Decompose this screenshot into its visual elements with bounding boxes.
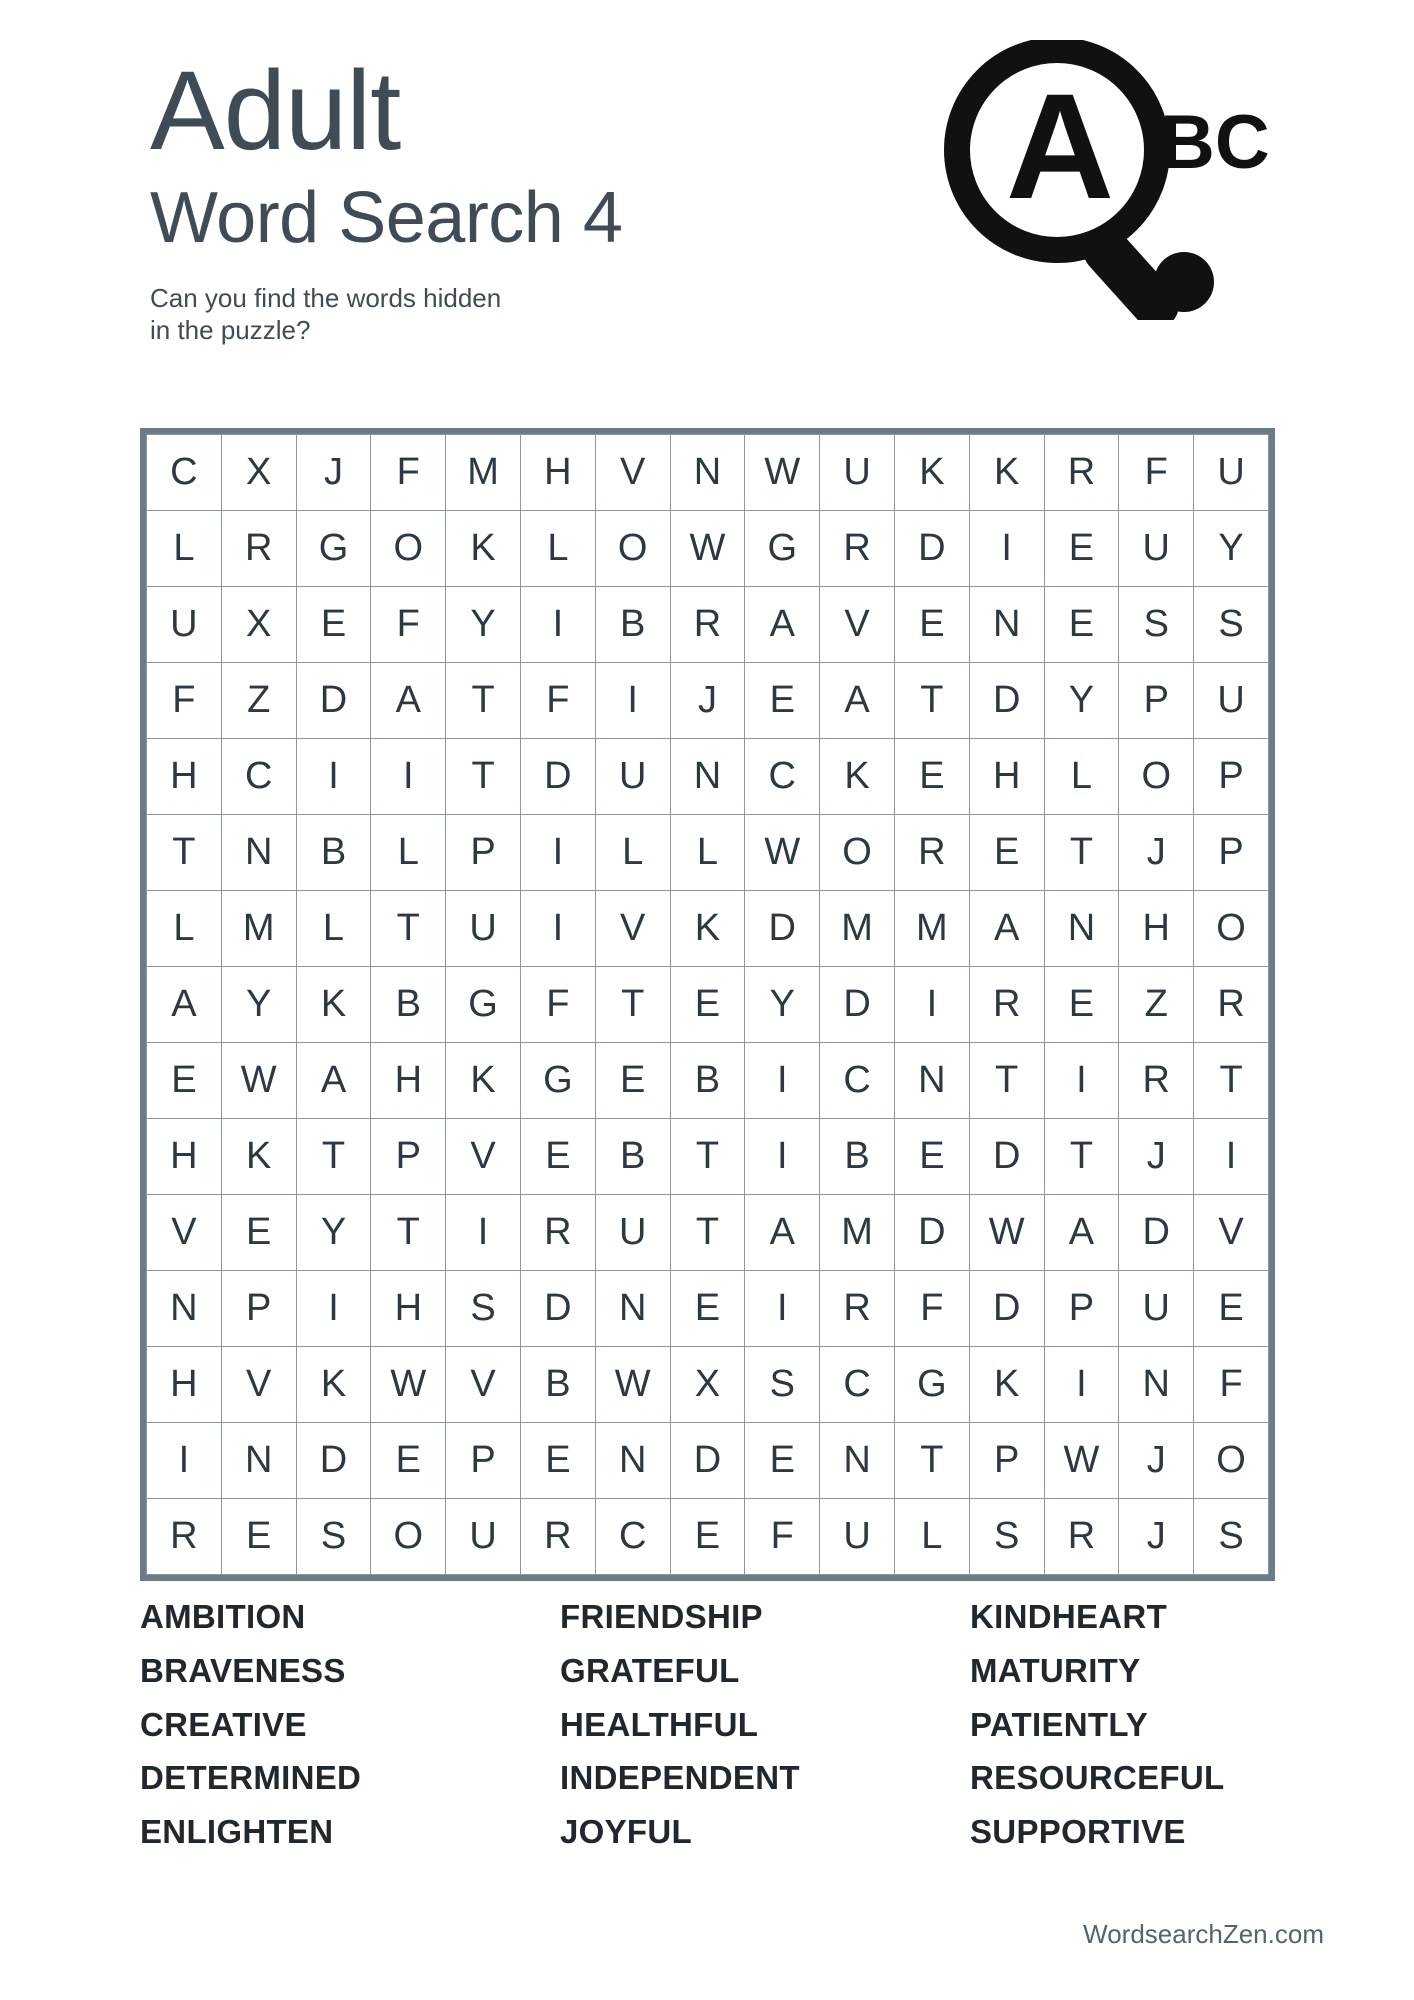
grid-cell[interactable]: T: [670, 1119, 745, 1195]
word-list-item[interactable]: DETERMINED: [140, 1759, 362, 1797]
grid-cell[interactable]: N: [670, 739, 745, 815]
grid-cell[interactable]: F: [520, 967, 595, 1043]
word-list-item[interactable]: AMBITION: [140, 1598, 306, 1635]
grid-cell[interactable]: U: [446, 891, 521, 967]
grid-cell[interactable]: D: [894, 1195, 969, 1271]
grid-cell[interactable]: U: [1119, 511, 1194, 587]
grid-cell[interactable]: W: [1044, 1423, 1119, 1499]
word-search-grid[interactable]: [140, 428, 1275, 1581]
grid-cell[interactable]: S: [1119, 587, 1194, 663]
grid-cell[interactable]: E: [969, 815, 1044, 891]
grid-row: [147, 1271, 1269, 1347]
grid-cell[interactable]: U: [1194, 435, 1269, 511]
grid-cell[interactable]: L: [894, 1499, 969, 1575]
grid-cell[interactable]: I: [894, 967, 969, 1043]
grid-cell[interactable]: C: [820, 1043, 895, 1119]
grid-cell[interactable]: T: [1194, 1043, 1269, 1119]
grid-cell[interactable]: U: [1194, 663, 1269, 739]
grid-cell[interactable]: K: [969, 435, 1044, 511]
grid-cell[interactable]: D: [894, 511, 969, 587]
grid-cell[interactable]: B: [520, 1347, 595, 1423]
grid-row: [147, 967, 1269, 1043]
grid-cell[interactable]: J: [1119, 1119, 1194, 1195]
grid-cell[interactable]: H: [969, 739, 1044, 815]
grid-cell[interactable]: E: [520, 1119, 595, 1195]
grid-cell[interactable]: H: [147, 1119, 222, 1195]
grid-cell[interactable]: R: [670, 587, 745, 663]
logo-letter-a: A: [1005, 62, 1115, 230]
grid-cell[interactable]: E: [147, 1043, 222, 1119]
grid-cell[interactable]: B: [371, 967, 446, 1043]
grid-cell[interactable]: T: [371, 891, 446, 967]
grid-cell[interactable]: I: [371, 739, 446, 815]
grid-cell[interactable]: R: [1044, 435, 1119, 511]
grid-cell[interactable]: D: [1119, 1195, 1194, 1271]
grid-cell[interactable]: K: [820, 739, 895, 815]
grid-cell[interactable]: H: [371, 1043, 446, 1119]
grid-cell[interactable]: L: [670, 815, 745, 891]
grid-cell[interactable]: L: [296, 891, 371, 967]
grid-cell[interactable]: X: [670, 1347, 745, 1423]
grid-cell[interactable]: L: [147, 511, 222, 587]
grid-cell[interactable]: H: [371, 1271, 446, 1347]
grid-cell[interactable]: R: [1194, 967, 1269, 1043]
grid-cell[interactable]: W: [670, 511, 745, 587]
word-list-item[interactable]: JOYFUL: [560, 1813, 692, 1851]
grid-row: [147, 663, 1269, 739]
grid-cell[interactable]: S: [745, 1347, 820, 1423]
grid-cell[interactable]: F: [745, 1499, 820, 1575]
grid-cell[interactable]: C: [221, 739, 296, 815]
grid-cell[interactable]: M: [820, 1195, 895, 1271]
grid-cell[interactable]: E: [670, 967, 745, 1043]
grid-cell[interactable]: C: [595, 1499, 670, 1575]
grid-cell[interactable]: I: [520, 815, 595, 891]
grid-cell[interactable]: Z: [1119, 967, 1194, 1043]
grid-cell[interactable]: U: [446, 1499, 521, 1575]
grid-cell[interactable]: T: [894, 1423, 969, 1499]
grid-cell[interactable]: O: [595, 511, 670, 587]
grid-cell[interactable]: O: [820, 815, 895, 891]
grid-cell[interactable]: G: [296, 511, 371, 587]
grid-cell[interactable]: H: [147, 739, 222, 815]
grid-cell[interactable]: E: [670, 1499, 745, 1575]
grid-row: [147, 1043, 1269, 1119]
grid-cell[interactable]: V: [221, 1347, 296, 1423]
grid-cell[interactable]: S: [1194, 1499, 1269, 1575]
grid-cell[interactable]: E: [371, 1423, 446, 1499]
grid-cell[interactable]: L: [147, 891, 222, 967]
grid-cell[interactable]: E: [894, 739, 969, 815]
grid-cell[interactable]: I: [296, 1271, 371, 1347]
grid-row: [147, 1195, 1269, 1271]
grid-cell[interactable]: M: [446, 435, 521, 511]
grid-cell[interactable]: D: [969, 663, 1044, 739]
grid-cell[interactable]: I: [1044, 1347, 1119, 1423]
grid-cell[interactable]: S: [969, 1499, 1044, 1575]
grid-cell[interactable]: N: [221, 1423, 296, 1499]
word-list-item[interactable]: FRIENDSHIP: [560, 1598, 763, 1635]
grid-cell[interactable]: E: [296, 587, 371, 663]
grid-cell[interactable]: R: [1044, 1499, 1119, 1575]
grid-cell[interactable]: S: [296, 1499, 371, 1575]
grid-cell[interactable]: N: [820, 1423, 895, 1499]
grid-cell[interactable]: D: [670, 1423, 745, 1499]
grid-cell[interactable]: Y: [1044, 663, 1119, 739]
page-subtitle-title: Word Search 4: [150, 178, 623, 258]
grid-cell[interactable]: G: [520, 1043, 595, 1119]
grid-cell[interactable]: N: [894, 1043, 969, 1119]
grid-cell[interactable]: M: [894, 891, 969, 967]
word-list-item[interactable]: HEALTHFUL: [560, 1705, 759, 1743]
grid-cell[interactable]: I: [147, 1423, 222, 1499]
grid-cell[interactable]: U: [595, 1195, 670, 1271]
grid-cell[interactable]: V: [147, 1195, 222, 1271]
word-list-item[interactable]: ENLIGHTEN: [140, 1813, 334, 1851]
grid-cell[interactable]: C: [147, 435, 222, 511]
word-column-3: [970, 1590, 1280, 1859]
grid-cell[interactable]: T: [1044, 815, 1119, 891]
grid-cell[interactable]: F: [371, 587, 446, 663]
grid-cell[interactable]: T: [147, 815, 222, 891]
grid-cell[interactable]: U: [147, 587, 222, 663]
grid-cell[interactable]: W: [595, 1347, 670, 1423]
grid-cell[interactable]: D: [296, 663, 371, 739]
grid-cell[interactable]: R: [820, 1271, 895, 1347]
word-list-item[interactable]: BRAVENESS: [140, 1651, 346, 1689]
grid-cell[interactable]: V: [1194, 1195, 1269, 1271]
grid-cell[interactable]: L: [371, 815, 446, 891]
grid-cell[interactable]: Y: [446, 587, 521, 663]
grid-cell[interactable]: D: [296, 1423, 371, 1499]
grid-cell[interactable]: Z: [221, 663, 296, 739]
grid-row: [147, 587, 1269, 663]
grid-row: [147, 815, 1269, 891]
grid-cell[interactable]: E: [894, 1119, 969, 1195]
grid-cell[interactable]: G: [446, 967, 521, 1043]
grid-cell[interactable]: A: [745, 587, 820, 663]
word-list-item[interactable]: MATURITY: [970, 1651, 1141, 1689]
grid-cell[interactable]: U: [595, 739, 670, 815]
grid-cell[interactable]: A: [371, 663, 446, 739]
grid-cell[interactable]: B: [820, 1119, 895, 1195]
word-list-item[interactable]: CREATIVE: [140, 1705, 307, 1743]
grid-row: [147, 1499, 1269, 1575]
grid-cell[interactable]: T: [446, 663, 521, 739]
grid-cell[interactable]: V: [595, 435, 670, 511]
grid-table[interactable]: [146, 434, 1269, 1575]
grid-cell[interactable]: T: [894, 663, 969, 739]
grid-cell[interactable]: E: [221, 1195, 296, 1271]
word-list-item[interactable]: KINDHEART: [970, 1598, 1168, 1635]
grid-cell[interactable]: R: [1119, 1043, 1194, 1119]
grid-cell[interactable]: C: [745, 739, 820, 815]
grid-cell[interactable]: K: [221, 1119, 296, 1195]
word-list-item[interactable]: GRATEFUL: [560, 1651, 740, 1689]
grid-cell[interactable]: P: [969, 1423, 1044, 1499]
grid-cell[interactable]: R: [221, 511, 296, 587]
grid-cell[interactable]: E: [221, 1499, 296, 1575]
grid-cell[interactable]: O: [1194, 891, 1269, 967]
grid-cell[interactable]: A: [1044, 1195, 1119, 1271]
grid-cell[interactable]: Y: [745, 967, 820, 1043]
grid-cell[interactable]: W: [745, 435, 820, 511]
grid-cell[interactable]: P: [1044, 1271, 1119, 1347]
grid-cell[interactable]: I: [745, 1271, 820, 1347]
grid-cell[interactable]: E: [745, 1423, 820, 1499]
grid-cell[interactable]: I: [1194, 1119, 1269, 1195]
grid-cell[interactable]: T: [969, 1043, 1044, 1119]
grid-cell[interactable]: S: [446, 1271, 521, 1347]
grid-cell[interactable]: F: [1119, 435, 1194, 511]
grid-cell[interactable]: U: [820, 1499, 895, 1575]
grid-cell[interactable]: I: [969, 511, 1044, 587]
logo-text-bc: BC: [1160, 100, 1270, 185]
grid-row: [147, 1423, 1269, 1499]
grid-cell[interactable]: R: [520, 1195, 595, 1271]
grid-cell[interactable]: F: [894, 1271, 969, 1347]
grid-row: [147, 1347, 1269, 1423]
grid-cell[interactable]: N: [969, 587, 1044, 663]
grid-cell[interactable]: N: [595, 1423, 670, 1499]
grid-cell[interactable]: N: [595, 1271, 670, 1347]
grid-cell[interactable]: T: [371, 1195, 446, 1271]
grid-cell[interactable]: O: [371, 1499, 446, 1575]
grid-cell[interactable]: V: [595, 891, 670, 967]
magnifier-abc-logo: [912, 40, 1302, 320]
grid-cell[interactable]: D: [969, 1119, 1044, 1195]
word-list-item[interactable]: INDEPENDENT: [560, 1759, 800, 1797]
grid-cell[interactable]: P: [446, 1423, 521, 1499]
grid-cell[interactable]: H: [147, 1347, 222, 1423]
grid-cell[interactable]: B: [595, 587, 670, 663]
grid-cell[interactable]: V: [820, 587, 895, 663]
grid-cell[interactable]: E: [1194, 1271, 1269, 1347]
grid-cell[interactable]: A: [820, 663, 895, 739]
grid-cell[interactable]: N: [670, 435, 745, 511]
grid-cell[interactable]: D: [520, 1271, 595, 1347]
grid-row: [147, 435, 1269, 511]
grid-cell[interactable]: E: [894, 587, 969, 663]
word-list: [140, 1590, 1280, 1859]
grid-cell[interactable]: O: [1119, 739, 1194, 815]
grid-cell[interactable]: K: [296, 967, 371, 1043]
grid-cell[interactable]: R: [969, 967, 1044, 1043]
grid-cell[interactable]: P: [1119, 663, 1194, 739]
grid-cell[interactable]: X: [221, 587, 296, 663]
grid-cell[interactable]: I: [446, 1195, 521, 1271]
grid-cell[interactable]: H: [1119, 891, 1194, 967]
grid-cell[interactable]: Y: [221, 967, 296, 1043]
grid-cell[interactable]: Y: [296, 1195, 371, 1271]
grid-cell[interactable]: E: [670, 1271, 745, 1347]
grid-cell[interactable]: L: [595, 815, 670, 891]
grid-cell[interactable]: I: [296, 739, 371, 815]
word-column-1: [140, 1590, 560, 1859]
grid-cell[interactable]: K: [446, 1043, 521, 1119]
grid-cell[interactable]: J: [296, 435, 371, 511]
grid-cell[interactable]: J: [1119, 815, 1194, 891]
grid-cell[interactable]: J: [670, 663, 745, 739]
grid-row: [147, 1119, 1269, 1195]
grid-cell[interactable]: O: [1194, 1423, 1269, 1499]
grid-cell[interactable]: E: [595, 1043, 670, 1119]
grid-cell[interactable]: X: [221, 435, 296, 511]
grid-cell[interactable]: W: [221, 1043, 296, 1119]
grid-cell[interactable]: T: [670, 1195, 745, 1271]
grid-cell[interactable]: V: [446, 1347, 521, 1423]
grid-cell[interactable]: I: [745, 1119, 820, 1195]
grid-cell[interactable]: I: [520, 587, 595, 663]
grid-cell[interactable]: G: [894, 1347, 969, 1423]
grid-cell[interactable]: A: [147, 967, 222, 1043]
grid-cell[interactable]: N: [147, 1271, 222, 1347]
grid-cell[interactable]: H: [520, 435, 595, 511]
grid-cell[interactable]: W: [969, 1195, 1044, 1271]
grid-cell[interactable]: V: [446, 1119, 521, 1195]
footer-site-label: WordsearchZen.com: [1083, 1919, 1324, 1949]
grid-cell[interactable]: M: [221, 891, 296, 967]
grid-cell[interactable]: U: [1119, 1271, 1194, 1347]
grid-cell[interactable]: N: [1044, 891, 1119, 967]
word-list-item[interactable]: RESOURCEFUL: [970, 1759, 1225, 1797]
instructions-line-1: Can you find the words hidden: [150, 282, 502, 313]
grid-cell[interactable]: F: [147, 663, 222, 739]
grid-cell[interactable]: E: [1044, 511, 1119, 587]
grid-cell[interactable]: R: [894, 815, 969, 891]
grid-cell[interactable]: R: [147, 1499, 222, 1575]
grid-cell[interactable]: L: [520, 511, 595, 587]
grid-cell[interactable]: P: [1194, 739, 1269, 815]
grid-cell[interactable]: S: [1194, 587, 1269, 663]
grid-cell[interactable]: K: [670, 891, 745, 967]
grid-cell[interactable]: I: [1044, 1043, 1119, 1119]
grid-cell[interactable]: E: [745, 663, 820, 739]
grid-cell[interactable]: M: [820, 891, 895, 967]
word-list-item[interactable]: PATIENTLY: [970, 1705, 1149, 1743]
grid-body: [147, 435, 1269, 1575]
grid-cell[interactable]: J: [1119, 1423, 1194, 1499]
grid-cell[interactable]: P: [371, 1119, 446, 1195]
grid-cell[interactable]: L: [1044, 739, 1119, 815]
grid-cell[interactable]: E: [1044, 587, 1119, 663]
grid-cell[interactable]: T: [1044, 1119, 1119, 1195]
word-list-item[interactable]: SUPPORTIVE: [970, 1813, 1186, 1851]
grid-cell[interactable]: I: [520, 891, 595, 967]
word-column-2: [560, 1590, 970, 1859]
grid-cell[interactable]: J: [1119, 1499, 1194, 1575]
grid-cell[interactable]: A: [296, 1043, 371, 1119]
grid-cell[interactable]: W: [371, 1347, 446, 1423]
grid-cell[interactable]: W: [745, 815, 820, 891]
grid-cell[interactable]: Y: [1194, 511, 1269, 587]
grid-cell[interactable]: T: [595, 967, 670, 1043]
grid-cell[interactable]: K: [969, 1347, 1044, 1423]
grid-cell[interactable]: F: [1194, 1347, 1269, 1423]
grid-cell[interactable]: E: [520, 1423, 595, 1499]
grid-cell[interactable]: F: [371, 435, 446, 511]
grid-cell[interactable]: P: [221, 1271, 296, 1347]
grid-cell[interactable]: K: [894, 435, 969, 511]
grid-cell[interactable]: I: [595, 663, 670, 739]
grid-cell[interactable]: U: [820, 435, 895, 511]
page-title: Adult: [150, 48, 401, 173]
grid-cell[interactable]: T: [446, 739, 521, 815]
grid-cell[interactable]: B: [296, 815, 371, 891]
grid-cell[interactable]: K: [296, 1347, 371, 1423]
grid-cell[interactable]: B: [595, 1119, 670, 1195]
grid-cell[interactable]: K: [446, 511, 521, 587]
grid-cell[interactable]: P: [1194, 815, 1269, 891]
instructions-line-2: in the puzzle?: [150, 315, 311, 346]
grid-cell[interactable]: O: [371, 511, 446, 587]
grid-cell[interactable]: B: [670, 1043, 745, 1119]
grid-cell[interactable]: A: [745, 1195, 820, 1271]
grid-cell[interactable]: R: [820, 511, 895, 587]
grid-row: [147, 739, 1269, 815]
grid-row: [147, 511, 1269, 587]
grid-cell[interactable]: N: [221, 815, 296, 891]
grid-cell[interactable]: C: [820, 1347, 895, 1423]
grid-cell[interactable]: A: [969, 891, 1044, 967]
grid-cell[interactable]: R: [520, 1499, 595, 1575]
grid-cell[interactable]: D: [969, 1271, 1044, 1347]
grid-cell[interactable]: G: [745, 511, 820, 587]
grid-cell[interactable]: D: [820, 967, 895, 1043]
grid-cell[interactable]: P: [446, 815, 521, 891]
grid-cell[interactable]: N: [1119, 1347, 1194, 1423]
grid-cell[interactable]: D: [745, 891, 820, 967]
grid-cell[interactable]: F: [520, 663, 595, 739]
grid-row: [147, 891, 1269, 967]
grid-cell[interactable]: T: [296, 1119, 371, 1195]
grid-cell[interactable]: E: [1044, 967, 1119, 1043]
grid-cell[interactable]: I: [745, 1043, 820, 1119]
grid-cell[interactable]: D: [520, 739, 595, 815]
